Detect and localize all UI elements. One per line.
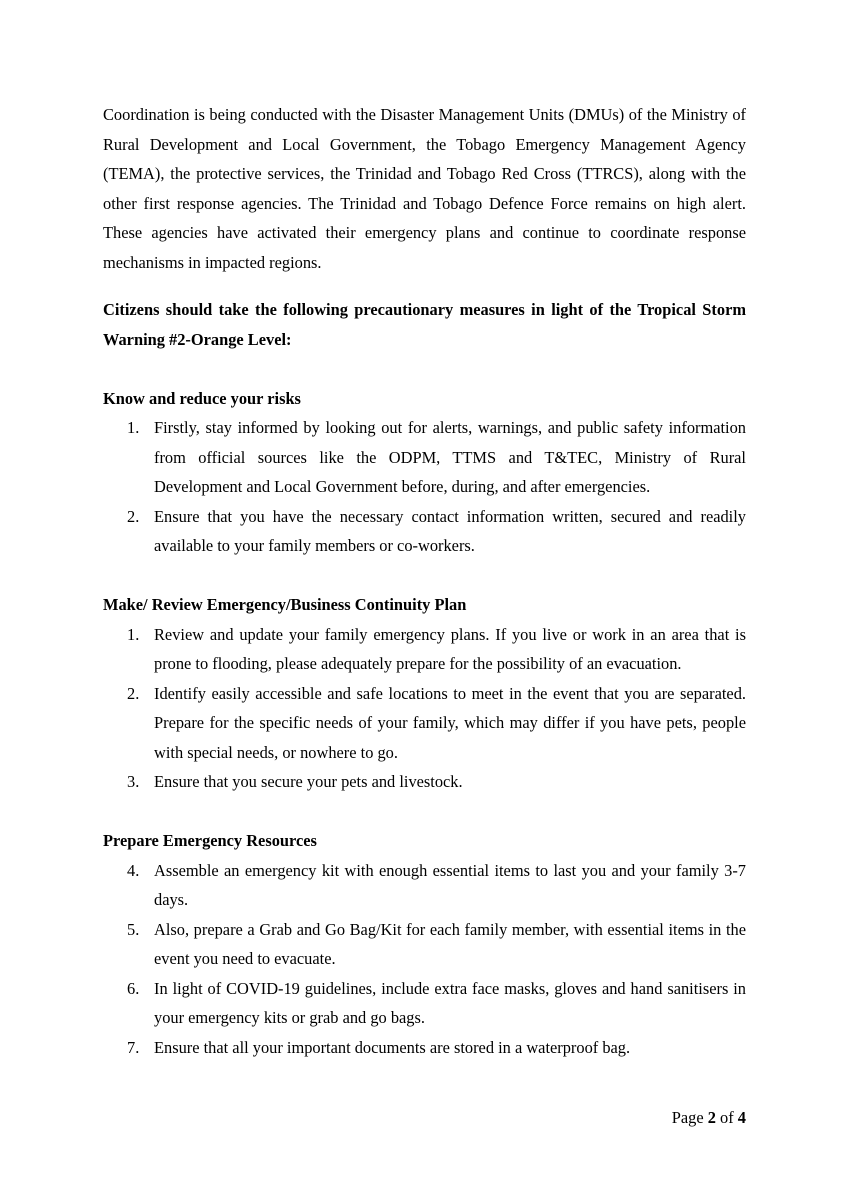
- section-know-risks: [103, 384, 746, 561]
- list-item-text: Also, prepare a Grab and Go Bag/Kit for each family member, with essential items in the event you need to evacuate.: [154, 919, 746, 968]
- list-item: [103, 974, 746, 1033]
- list-item-text: Review and update your family emergency plans. If you live or work in an area that is prone to flooding, please adequately prepare for the possibility of an evacuation.: [154, 624, 746, 673]
- list-item-number: 1.: [127, 418, 140, 437]
- intro-paragraph: Coordination is being conducted with the Disaster Management Units (DMUs) of the Ministry of Rural Development and Local Government, the Tobago Emergency Management Agency (TEMA), the protective services, the Trinidad and Tobago Red Cross (TTRCS), along with the other first response agencies. The Trinidad and Tobago Defence Force remains on high alert. These agencies have activated their emergency plans and continue to coordinate response mechanisms in impacted regions.: [103, 105, 746, 272]
- section-list: [103, 413, 746, 561]
- section-heading: Know and reduce your risks: [103, 388, 301, 408]
- list-item: [103, 915, 746, 974]
- section-heading: Prepare Emergency Resources: [103, 831, 317, 850]
- list-item-text: Ensure that you secure your pets and livestock.: [154, 772, 463, 791]
- list-item-number: 2.: [127, 683, 140, 703]
- list-item-text: Assemble an emergency kit with enough essential items to last you and your family 3-7 days.: [154, 860, 746, 909]
- warning-heading: Citizens should take the following precautionary measures in light of the Tropical Storm Warning #2-Orange Level:: [103, 300, 746, 349]
- section-emergency-plan: [103, 590, 746, 797]
- section-list: [103, 620, 746, 797]
- list-item-text: Ensure that all your important documents are stored in a waterproof bag.: [154, 1037, 631, 1057]
- section-heading: Make/ Review Emergency/Business Continuity Plan: [103, 595, 467, 614]
- list-item-number: 2.: [127, 506, 140, 526]
- page-number: [672, 1108, 746, 1128]
- of-label: of: [720, 1108, 734, 1127]
- page-label: Page: [671, 1108, 704, 1127]
- list-item: [103, 767, 746, 797]
- list-item-number: 7.: [127, 1037, 140, 1057]
- section-list: [103, 856, 746, 1063]
- current-page: 2: [707, 1108, 716, 1127]
- list-item-number: 1.: [127, 624, 140, 644]
- list-item-text: Ensure that you have the necessary contact information written, secured and readily available to your family members or co-workers.: [154, 506, 746, 555]
- list-item: [103, 413, 746, 502]
- list-item: [103, 502, 746, 561]
- list-item-number: 6.: [127, 978, 140, 998]
- page-content: [103, 100, 746, 1062]
- total-pages: 4: [737, 1108, 746, 1127]
- list-item-number: 5.: [127, 919, 140, 939]
- list-item: [103, 679, 746, 768]
- list-item-number: 3.: [127, 772, 140, 791]
- list-item-text: Identify easily accessible and safe locations to meet in the event that you are separated. Prepare for the specific needs of your family, which may differ if you have pets, people with special needs, or nowhere to go.: [154, 683, 746, 762]
- list-item: [103, 1033, 746, 1063]
- list-item-text: In light of COVID-19 guidelines, include extra face masks, gloves and hand sanitisers in your emergency kits or grab and go bags.: [154, 978, 746, 1027]
- section-emergency-resources: [103, 826, 746, 1062]
- list-item-number: 4.: [127, 860, 140, 880]
- list-item-text: Firstly, stay informed by looking out for alerts, warnings, and public safety information from official sources like the ODPM, TTMS and T&TEC, Ministry of Rural Development and Local Government before, during, and after emergencies.: [154, 418, 746, 496]
- list-item: [103, 856, 746, 915]
- list-item: [103, 620, 746, 679]
